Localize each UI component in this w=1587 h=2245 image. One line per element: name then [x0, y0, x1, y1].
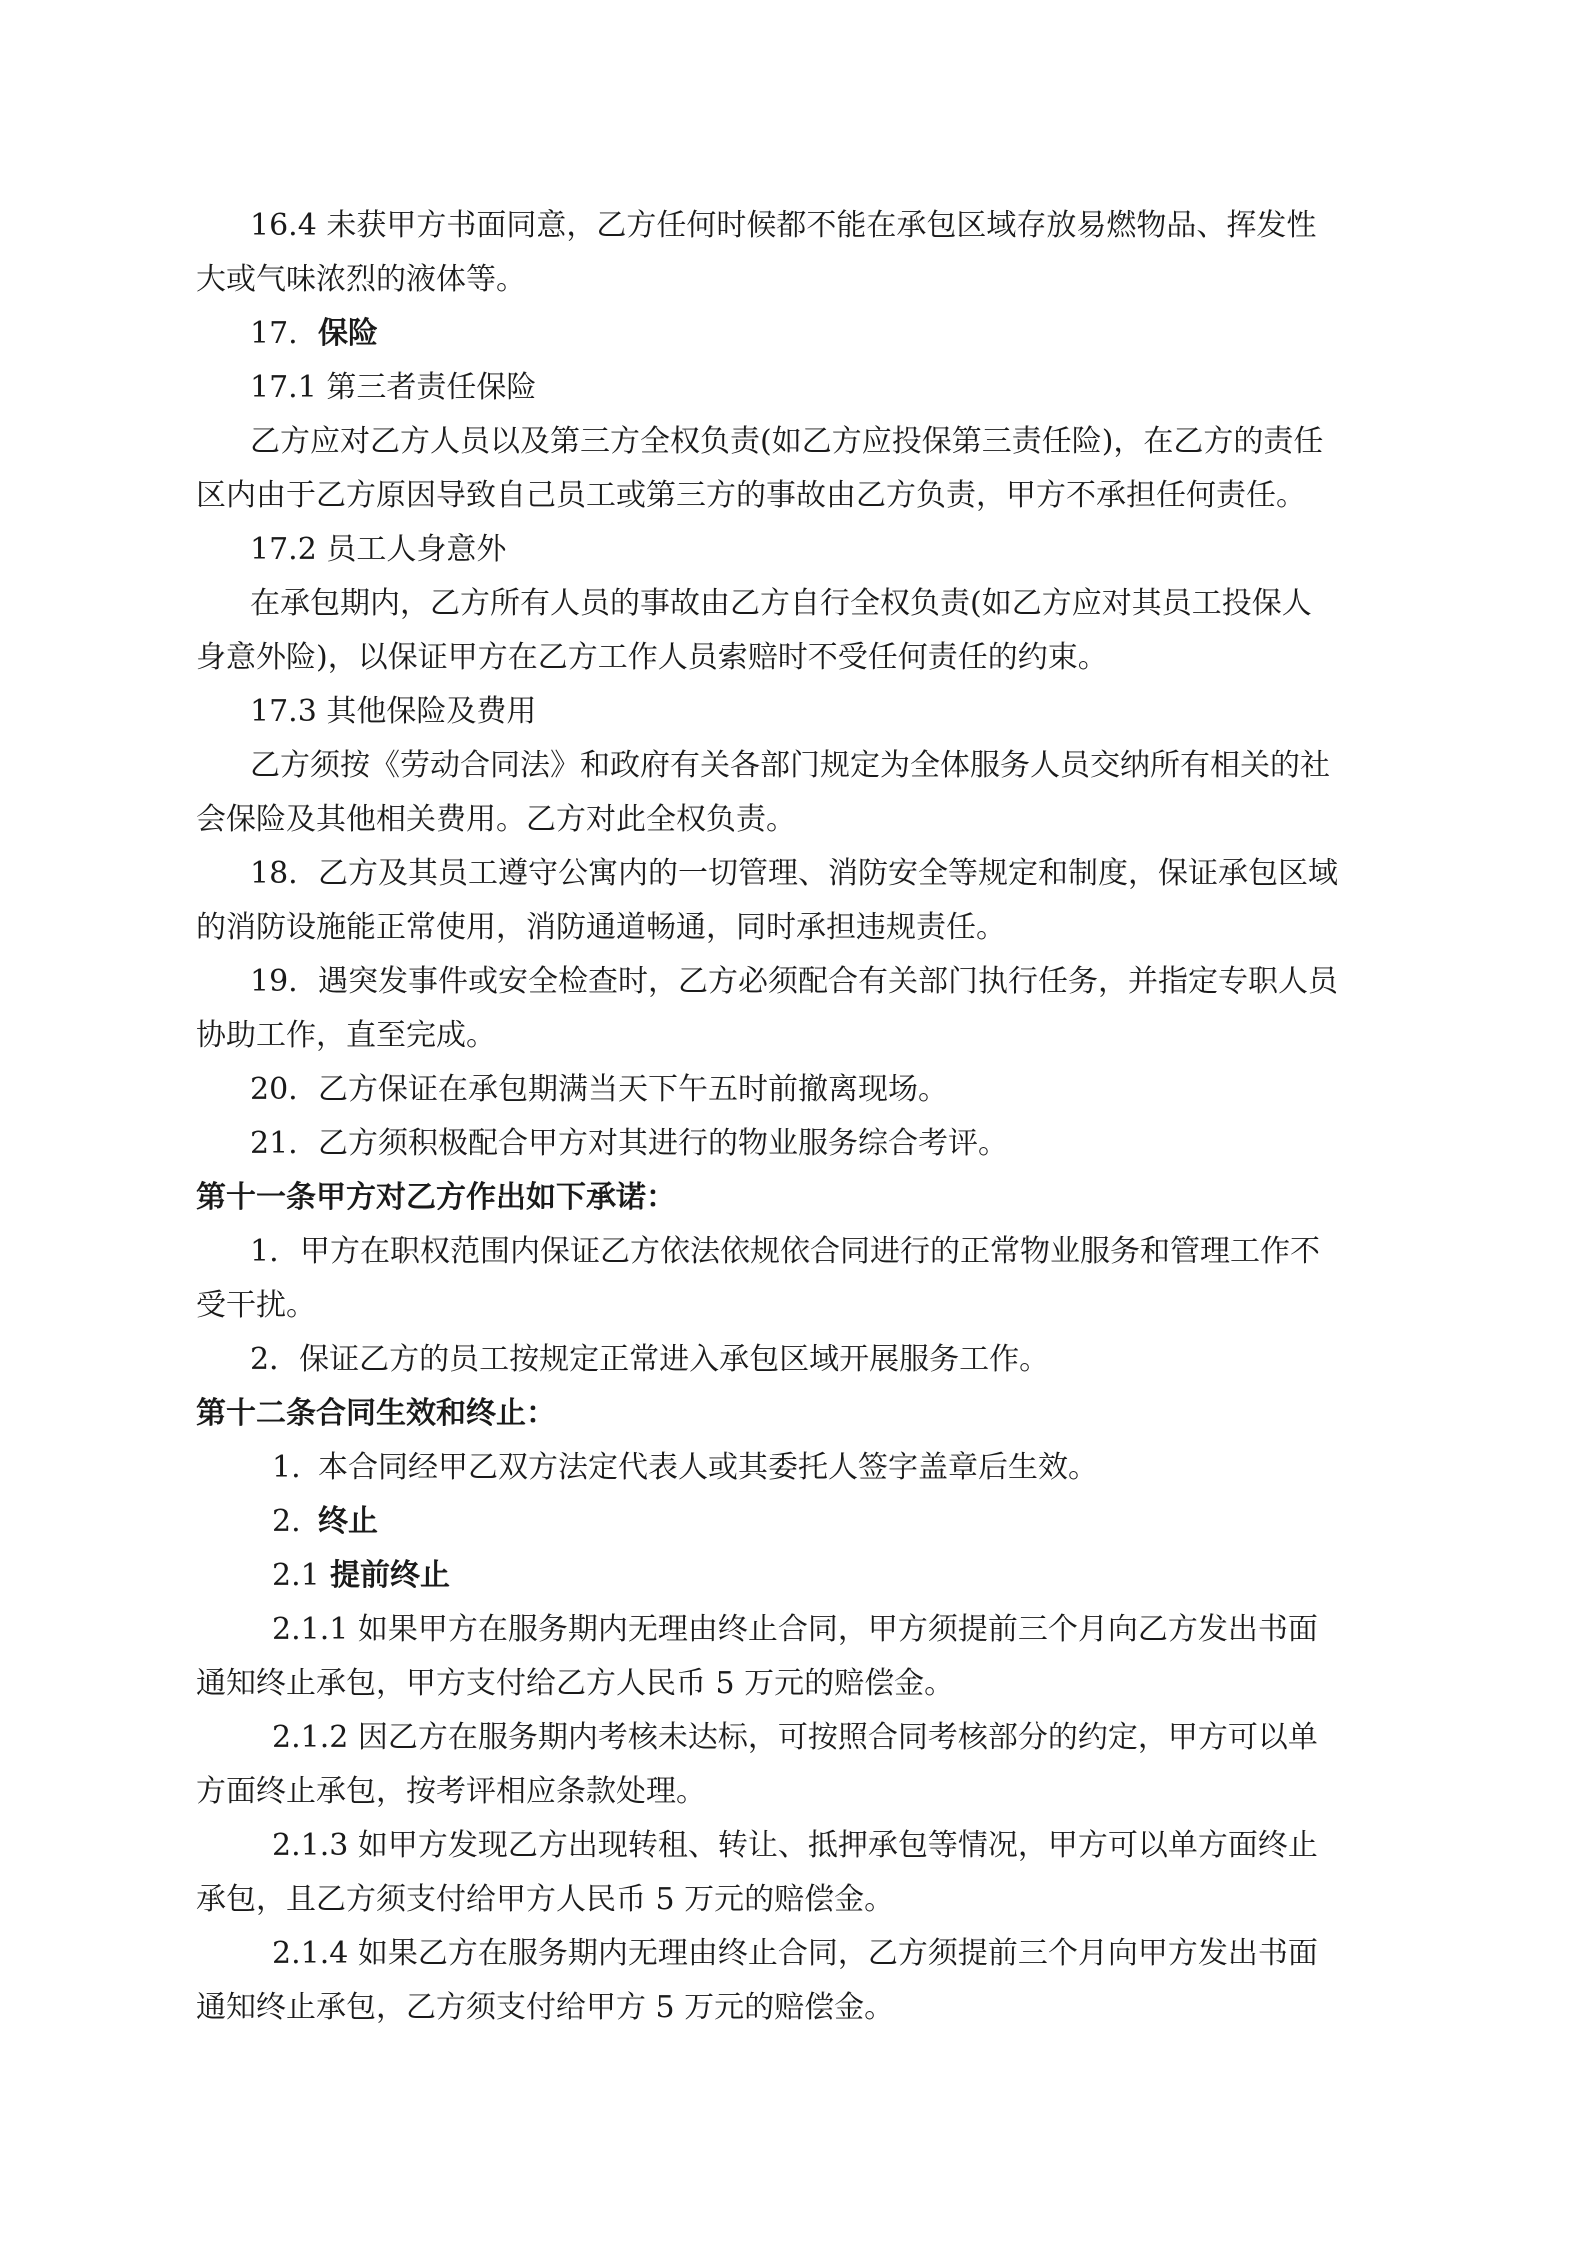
section-17-title: 保险	[318, 316, 378, 351]
item-20-text: 乙方保证在承包期满当天下午五时前撤离现场。	[318, 1072, 948, 1107]
art-12-item-2-title: 终止	[318, 1504, 378, 1539]
clause-2-1-2-line-2: 方面终止承包，按考评相应条款处理。	[196, 1774, 706, 1809]
item-18-line-1: 乙方及其员工遵守公寓内的一切管理、消防安全等规定和制度，保证承包区域	[318, 856, 1338, 891]
clause-2-1-4-line-1: 2.1.4 如果乙方在服务期内无理由终止合同，乙方须提前三个月向甲方发出书面	[272, 1936, 1318, 1971]
item-19-number: 19.	[250, 964, 298, 999]
art-11-item-1-line-2: 受干扰。	[196, 1288, 316, 1323]
clause-2-1-1-line-2: 通知终止承包，甲方支付给乙方人民币 5 万元的赔偿金。	[196, 1666, 955, 1701]
art-11-item-2: 2．保证乙方的员工按规定正常进入承包区域开展服务工作。	[250, 1342, 1050, 1377]
item-18-number: 18.	[250, 856, 298, 891]
article-12-heading: 第十二条合同生效和终止：	[196, 1396, 556, 1431]
article-11-heading: 第十一条甲方对乙方作出如下承诺：	[196, 1180, 676, 1215]
item-21-text: 乙方须积极配合甲方对其进行的物业服务综合考评。	[318, 1126, 1008, 1161]
item-19-line-1: 遇突发事件或安全检查时，乙方必须配合有关部门执行任务，并指定专职人员	[318, 964, 1338, 999]
para-17-1-heading: 17.1 第三者责任保险	[250, 370, 537, 405]
para-17-3-line-2: 会保险及其他相关费用。乙方对此全权负责。	[196, 802, 796, 837]
clause-2-1-3-line-1: 2.1.3 如甲方发现乙方出现转租、转让、抵押承包等情况，甲方可以单方面终止	[272, 1828, 1318, 1863]
para-17-3-line-1: 乙方须按《劳动合同法》和政府有关各部门规定为全体服务人员交纳所有相关的社	[250, 748, 1330, 783]
clause-2-1-4-line-2: 通知终止承包，乙方须支付给甲方 5 万元的赔偿金。	[196, 1990, 895, 2025]
item-20-number: 20.	[250, 1072, 298, 1107]
art-12-2-1-number: 2.1	[272, 1558, 320, 1593]
para-17-1-line-1: 乙方应对乙方人员以及第三方全权负责(如乙方应投保第三责任险)，在乙方的责任	[250, 424, 1324, 459]
para-17-3-heading: 17.3 其他保险及费用	[250, 694, 537, 729]
para-17-1-line-2: 区内由于乙方原因导致自己员工或第三方的事故由乙方负责，甲方不承担任何责任。	[196, 478, 1306, 513]
para-17-2-line-2: 身意外险)，以保证甲方在乙方工作人员索赔时不受任何责任的约束。	[196, 640, 1108, 675]
item-19-line-2: 协助工作，直至完成。	[196, 1018, 496, 1053]
section-17-number: 17.	[250, 316, 298, 351]
para-16-4-line-1: 16.4 未获甲方书面同意，乙方任何时候都不能在承包区域存放易燃物品、挥发性	[250, 208, 1317, 243]
art-12-item-1-number: 1.	[272, 1450, 301, 1485]
clause-2-1-3-line-2: 承包，且乙方须支付给甲方人民币 5 万元的赔偿金。	[196, 1882, 895, 1917]
art-12-item-1-text: 本合同经甲乙双方法定代表人或其委托人签字盖章后生效。	[318, 1450, 1098, 1485]
para-17-2-line-1: 在承包期内，乙方所有人员的事故由乙方自行全权负责(如乙方应对其员工投保人	[250, 586, 1312, 621]
art-11-item-1-line-1: 甲方在职权范围内保证乙方依法依规依合同进行的正常物业服务和管理工作不	[300, 1234, 1320, 1269]
art-12-item-2-number: 2.	[272, 1504, 301, 1539]
para-16-4-line-2: 大或气味浓烈的液体等。	[196, 262, 526, 297]
para-17-2-heading: 17.2 员工人身意外	[250, 532, 507, 567]
art-11-item-1-number: 1.	[250, 1234, 279, 1269]
item-21-number: 21.	[250, 1126, 298, 1161]
clause-2-1-1-line-1: 2.1.1 如果甲方在服务期内无理由终止合同，甲方须提前三个月向乙方发出书面	[272, 1612, 1318, 1647]
art-12-2-1-title: 提前终止	[330, 1558, 450, 1593]
item-18-line-2: 的消防设施能正常使用，消防通道畅通，同时承担违规责任。	[196, 910, 1006, 945]
clause-2-1-2-line-1: 2.1.2 因乙方在服务期内考核未达标，可按照合同考核部分的约定，甲方可以单	[272, 1720, 1318, 1755]
